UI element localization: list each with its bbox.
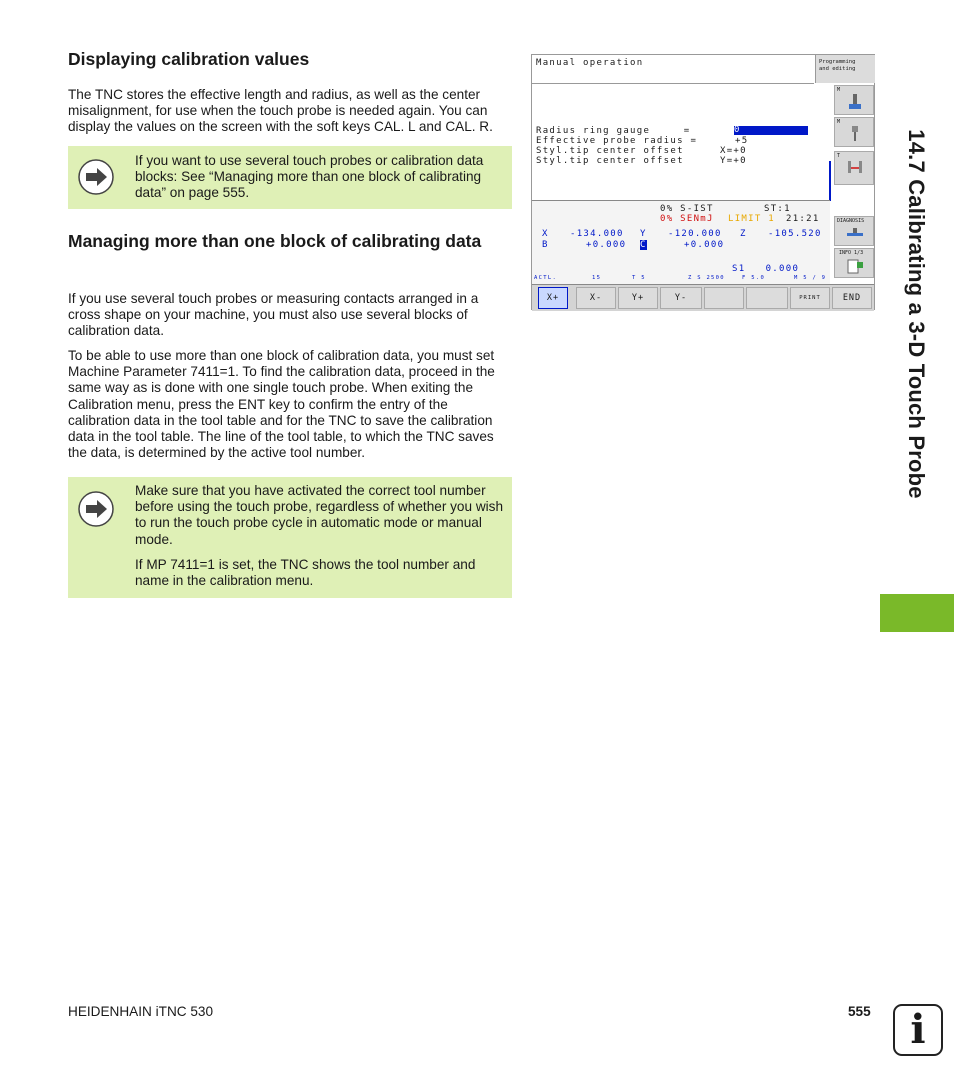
heading-managing-calibration-blocks: Managing more than one block of calibrating data [68,231,482,251]
note-box-2 [68,477,512,598]
softkey-empty-2[interactable] [746,287,788,309]
axis-label-z: Z [740,229,747,239]
field-value-center-offset-x: X=+0 [720,146,747,156]
softkey-y-plus[interactable]: Y+ [618,287,658,309]
softkey-print[interactable]: PRINT [790,287,830,309]
tnc-screen [531,54,875,310]
axis-value-c: +0.000 [684,240,725,250]
softkey-x-minus[interactable]: X- [576,287,616,309]
softkey-m-1[interactable]: M [834,85,874,115]
axis-value-y: -120.000 [668,229,722,239]
softkey-diagnosis[interactable]: DIAGNOSIS [834,216,874,246]
footer-product: HEIDENHAIN iTNC 530 [68,1004,214,1019]
status-tool: T 5 [632,275,646,281]
info-icon: i [893,1004,943,1056]
softkey-x-plus[interactable]: X+ [538,287,568,309]
programming-editing-button[interactable]: Programming and editing [815,55,875,83]
field-value-probe-radius: +5 [735,136,749,146]
paragraph-several-probes: If you use several touch probes or measuring contacts arranged in a cross shape on your machine, you must also use several blocks of calibration data. [68,291,479,339]
status-display [532,200,830,285]
note-box-1 [68,146,512,209]
status-limit: LIMIT 1 [728,214,776,224]
status-actl: ACTL. [534,275,558,281]
axis-label-y: Y [640,229,647,239]
softkey-info[interactable]: INFO 1/3 [834,248,874,278]
axis-value-z: -105.520 [768,229,822,239]
chapter-tab [880,594,954,632]
scroll-indicator [829,161,831,201]
note-2-text-1: Make sure that you have activated the correct tool number before using the touch probe, regardless of whether you wish to run the touch probe cycle in automatic mode or manual mode. [135,483,504,547]
axis-label-c: C [640,240,647,250]
softkey-empty-1[interactable] [704,287,744,309]
note-1-text: If you want to use several touch probes or calibration data blocks: See “Managing more than one block of calibrating data” on page 555. [135,153,484,201]
diagnosis-icon [845,223,865,243]
status-st: ST:1 [764,204,791,214]
axis-label-x: X [542,229,549,239]
status-spindle-load: 0% S-IST [660,204,714,214]
status-spindle-speed: Z S 2500 [688,275,725,281]
axis-label-b: B [542,240,549,250]
info-icon [845,255,865,275]
status-override: 0% SENmJ [660,214,714,224]
spindle-readout: S1 0.000 [732,264,800,274]
status-time: 21:21 [786,214,820,224]
arrow-right-icon [78,159,114,195]
status-feed: F 5.0 [742,275,766,281]
screen-mode: Manual operation [536,58,644,68]
field-label-probe-radius: Effective probe radius = [536,136,698,146]
axis-value-b: +0.000 [586,240,627,250]
field-label-ring-gauge: Radius ring gauge = [536,126,691,136]
note-2-text-2: If MP 7411=1 is set, the TNC shows the tool number and name in the calibration menu. [135,557,476,589]
heading-displaying-calibration-values: Displaying calibration values [68,49,310,69]
screen-title-bar [532,55,814,84]
softkey-m-2[interactable]: M [834,117,874,147]
field-value-center-offset-y: Y=+0 [720,156,747,166]
tool-length-icon [845,158,865,178]
field-label-center-offset-y: Styl.tip center offset [536,156,684,166]
softkey-y-minus[interactable]: Y- [660,287,702,309]
probe-icon [845,92,865,112]
paragraph-calibration-values: The TNC stores the effective length and radius, as well as the center misalignment, for use when the touch probe is needed again. You can display the values on the screen with the soft keys CAL. L and CAL. R. [68,87,493,135]
status-m-functions: M 5 / 9 [794,275,827,281]
field-input-ring-gauge[interactable]: 0 [734,126,808,135]
probe-icon [845,124,865,144]
arrow-right-icon [78,491,114,527]
paragraph-machine-parameter: To be able to use more than one block of calibration data, you must set Machine Parameter 7411=1. To find the calibration data, proceed in the same way as is done with one single touch probe. When exiting the Calibration menu, press the ENT key to confirm the entry of the calibration data in the tool table and for the TNC to save the calibration data in the tool table. The line of the tool table, to which the TNC saves the data, is determined by the active tool number. [68,348,495,461]
softkey-row [532,284,874,311]
softkey-end[interactable]: END [832,287,872,309]
page-number: 555 [848,1004,871,1019]
softkey-t[interactable]: T [834,151,874,185]
status-item-2: 15 [592,275,602,281]
side-chapter-title: 14.7 Calibrating a 3-D Touch Probe [904,129,929,499]
axis-value-x: -134.000 [570,229,624,239]
field-label-center-offset-x: Styl.tip center offset [536,146,684,156]
